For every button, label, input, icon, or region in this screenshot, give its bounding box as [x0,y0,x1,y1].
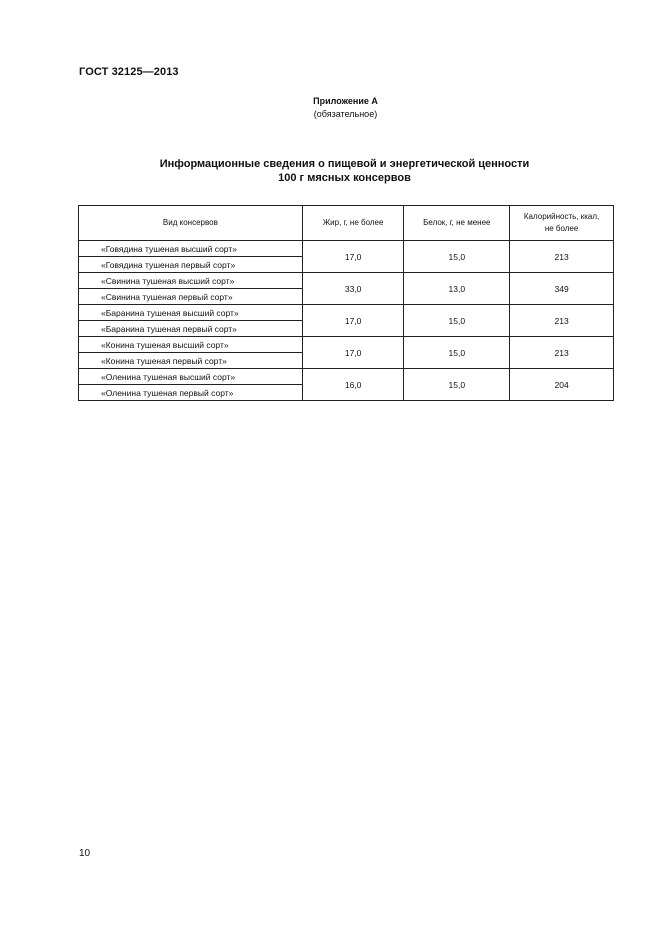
header-calories [510,206,614,241]
table-row [79,369,614,385]
header-calories-line2: не более [544,224,579,233]
product-name: «Баранина тушеная высший сорт» [79,305,303,321]
fat-value: 17,0 [302,241,404,273]
calories-value: 213 [510,241,614,273]
page-number: 10 [79,848,91,859]
calories-value: 204 [510,369,614,401]
product-name: «Говядина тушеная первый сорт» [79,257,303,273]
product-name: «Оленина тушеная высший сорт» [79,369,303,385]
product-name: «Баранина тушеная первый сорт» [79,321,303,337]
header-calories-line1: Калорийность, ккал, [523,212,600,221]
protein-value: 15,0 [404,337,510,369]
table-row [79,273,614,289]
fat-value: 33,0 [302,273,404,305]
protein-value: 15,0 [404,369,510,401]
annex-title: Приложение А [313,96,378,106]
calories-value: 213 [510,337,614,369]
product-name: «Конина тушеная высший сорт» [79,337,303,353]
product-name: «Конина тушеная первый сорт» [79,353,303,369]
protein-value: 15,0 [404,305,510,337]
fat-value: 17,0 [302,337,404,369]
product-name: «Оленина тушеная первый сорт» [79,385,303,401]
table-row [79,305,614,321]
calories-value: 349 [510,273,614,305]
annex-block [0,95,661,121]
header-name: Вид консервов [79,206,303,241]
table-heading [0,157,661,185]
annex-status: (обязательное) [313,109,378,119]
product-name: «Свинина тушеная первый сорт» [79,289,303,305]
header-fat: Жир, г, не более [302,206,404,241]
table-header-row [79,206,614,241]
fat-value: 17,0 [302,305,404,337]
document-code: ГОСТ 32125—2013 [79,66,179,78]
header-protein: Белок, г, не менее [404,206,510,241]
table-heading-line1: Информационные сведения о пищевой и энергетической ценности [159,158,530,170]
fat-value: 16,0 [302,369,404,401]
nutrition-table [78,205,614,401]
protein-value: 13,0 [404,273,510,305]
protein-value: 15,0 [404,241,510,273]
table-row [79,241,614,257]
product-name: «Свинина тушеная высший сорт» [79,273,303,289]
table-heading-line2: 100 г мясных консервов [278,172,411,184]
calories-value: 213 [510,305,614,337]
product-name: «Говядина тушеная высший сорт» [79,241,303,257]
table-row [79,337,614,353]
